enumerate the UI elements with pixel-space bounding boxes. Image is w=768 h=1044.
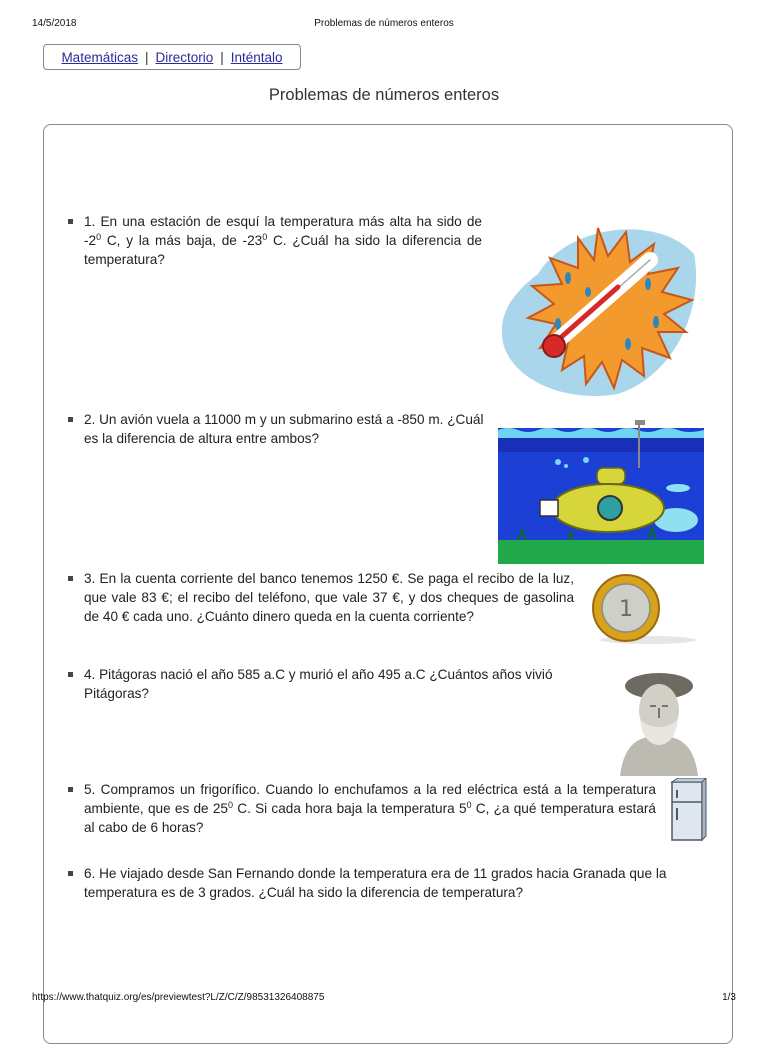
list-bullet	[68, 871, 73, 876]
nav-separator: |	[220, 49, 224, 65]
print-footer	[32, 992, 736, 1006]
nav-link-directorio[interactable]: Directorio	[155, 49, 214, 65]
problem-1	[84, 212, 482, 269]
problem-3	[84, 569, 574, 626]
refrigerator-illustration	[668, 778, 708, 842]
print-header	[32, 18, 736, 32]
submarine-illustration	[498, 408, 704, 564]
problem-5-text: 5. Compramos un frigorífico. Cuando lo enchufamos a la red eléctrica está a la temperatura ambiente, que es de $25^0$ C. Si cada hora baja la temperatura $5^0$ C, ¿a qué temperatura estará al cabo de 6 horas?	[84, 782, 656, 835]
page-number: 1/3	[722, 992, 736, 1003]
problem-1-text: 1. En una estación de esquí la temperatura más alta ha sido de $-2^0$ C, y la más baja, de $-23^0$ C. ¿Cuál ha sido la diferencia de temperatura?	[84, 214, 482, 267]
list-bullet	[68, 219, 73, 224]
list-bullet	[68, 672, 73, 677]
list-bullet	[68, 417, 73, 422]
problem-6	[84, 864, 702, 902]
euro-coin-illustration	[588, 570, 706, 646]
page-title: Problemas de números enteros	[268, 86, 500, 104]
top-nav	[43, 44, 301, 70]
pythagoras-bust-illustration	[614, 664, 704, 776]
problem-6-text: 6. He viajado desde San Fernando donde la temperatura era de 11 grados hacia Granada que la temperatura es de 3 grados. ¿Cuál ha sido la diferencia de temperatura?	[84, 866, 667, 900]
print-date: 14/5/2018	[32, 18, 77, 29]
problem-4-text: 4. Pitágoras nació el año 585 a.C y murió el año 495 a.C ¿Cuántos años vivió Pitágoras?	[84, 667, 553, 701]
list-bullet	[68, 787, 73, 792]
problem-5	[84, 780, 656, 837]
print-url: https://www.thatquiz.org/es/previewtest?L/Z/C/Z/98531326408875	[32, 992, 325, 1003]
nav-separator: |	[144, 49, 149, 65]
print-title: Problemas de números enteros	[314, 18, 454, 29]
thermometer-sun-illustration	[498, 214, 704, 402]
problem-3-text: 3. En la cuenta corriente del banco tenemos 1250 €. Se paga el recibo de la luz, que vale 83 €; el recibo del teléfono, que vale 37 €, y dos cheques de gasolina de 40 € cada uno. ¿Cuánto dinero queda en la cuenta corriente?	[84, 571, 574, 624]
problem-2-text: 2. Un avión vuela a 11000 m y un submarino está a -850 m. ¿Cuál es la diferencia de altura entre ambos?	[84, 412, 484, 446]
nav-link-matematicas[interactable]: Matemáticas	[61, 49, 138, 65]
problem-2	[84, 410, 488, 448]
list-bullet	[68, 576, 73, 581]
svg-text:1: 1	[619, 597, 633, 622]
nav-link-intentalo[interactable]: Inténtalo	[230, 49, 283, 65]
problem-4	[84, 665, 602, 703]
